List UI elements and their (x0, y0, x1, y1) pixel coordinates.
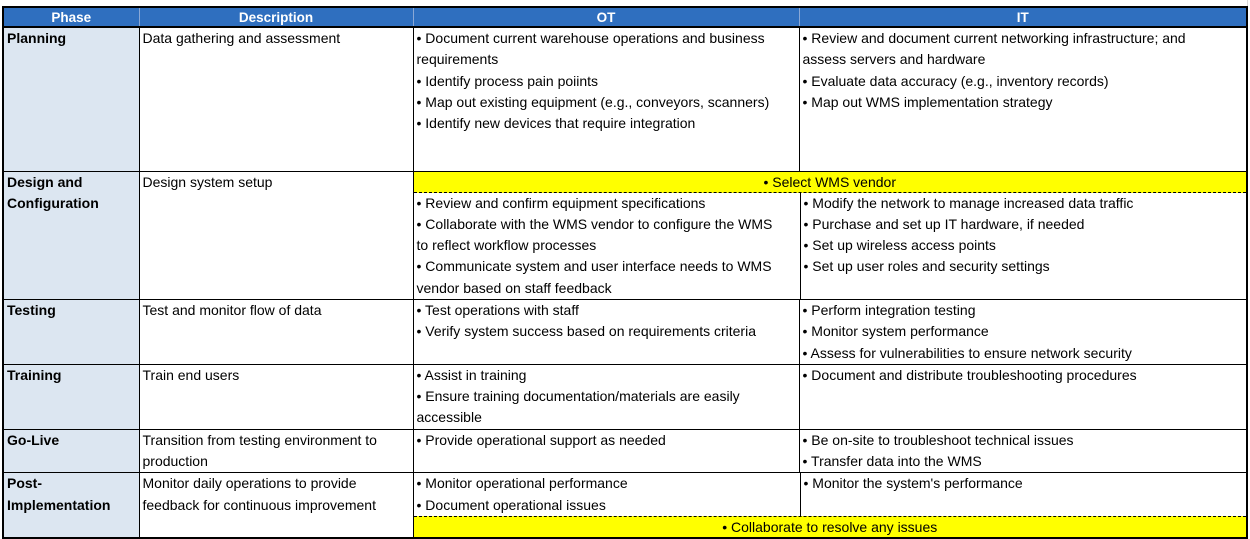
it-item: • Monitor the system's performance (803, 475, 1023, 492)
it-item: assess servers and hardware (802, 51, 986, 68)
table-row-planning (3, 27, 1247, 171)
it-cell[interactable] (799, 364, 1247, 429)
phase-label: Design and (7, 173, 83, 190)
description-text: Monitor daily operations to provide (142, 475, 357, 492)
description-text: feedback for continuous improvement (142, 496, 376, 513)
table-row-go-live (3, 429, 1247, 473)
ot-item: • Test operations with staff (416, 301, 579, 318)
it-item: • Monitor system performance (802, 323, 989, 340)
ot-cell[interactable] (413, 429, 799, 473)
ot-item: • Provide operational support as needed (416, 431, 666, 448)
description-text: Train end users (142, 366, 240, 383)
phase-label: Planning (7, 30, 67, 46)
header-it[interactable]: IT (799, 7, 1247, 27)
it-cell[interactable] (799, 27, 1247, 171)
description-cell[interactable] (139, 473, 413, 538)
ot-item: vendor based on staff feedback (416, 279, 612, 296)
it-item: • Transfer data into the WMS (802, 453, 982, 470)
phase-label: Testing (7, 301, 56, 318)
phase-label: Post- (7, 475, 42, 492)
wms-phase-table (2, 6, 1248, 539)
table-row-post-implementation (3, 473, 1247, 538)
ot-item: • Map out existing equipment (e.g., conveyors, scanners) (416, 93, 770, 110)
ot-cell[interactable] (413, 364, 799, 429)
ot-item: • Monitor operational performance (416, 475, 628, 492)
it-item: • Set up user roles and security settings (803, 258, 1050, 275)
it-cell[interactable] (799, 299, 1247, 364)
ot-item: • Ensure training documentation/materials are easily (416, 388, 740, 405)
description-text: Transition from testing environment to (142, 431, 377, 448)
table-row-design (3, 171, 1247, 299)
ot-item: requirements (416, 51, 499, 68)
it-item: • Modify the network to manage increased data traffic (803, 194, 1134, 211)
description-cell[interactable] (139, 429, 413, 473)
header-phase[interactable]: Phase (3, 7, 139, 27)
ot-item: • Communicate system and user interface needs to WMS (416, 258, 772, 275)
phase-label: Training (7, 366, 62, 383)
ot-item: • Document operational issues (416, 496, 606, 513)
it-item: • Set up wireless access points (803, 237, 996, 254)
it-item: • Review and document current networking infrastructure; and (802, 30, 1186, 46)
phase-cell[interactable] (3, 27, 139, 171)
it-subcell (801, 473, 1247, 516)
it-item: • Be on-site to troubleshoot technical issues (802, 431, 1074, 448)
header-ot[interactable]: OT (413, 7, 799, 27)
empty-line (804, 495, 1247, 516)
description-text: Data gathering and assessment (142, 30, 341, 46)
it-item: • Map out WMS implementation strategy (802, 93, 1053, 110)
it-cell[interactable] (799, 429, 1247, 473)
ot-item: • Assist in training (416, 366, 527, 383)
phase-label: Configuration (7, 194, 99, 211)
ot-item: to reflect workflow processes (416, 237, 597, 254)
ot-item: accessible (416, 409, 482, 426)
it-subcell (801, 193, 1247, 299)
ot-subcell (414, 193, 801, 299)
it-item: • Purchase and set up IT hardware, if needed (803, 215, 1085, 232)
description-text: Design system setup (142, 173, 273, 190)
description-cell[interactable] (139, 364, 413, 429)
header-row (3, 7, 1247, 27)
ot-it-cell[interactable] (413, 171, 1247, 299)
ot-cell[interactable] (413, 299, 799, 364)
it-item: • Assess for vulnerabilities to ensure network security (802, 344, 1132, 361)
phase-cell[interactable] (3, 429, 139, 473)
phase-label: Implementation (7, 496, 111, 513)
description-text: production (142, 453, 208, 470)
phase-cell[interactable] (3, 299, 139, 364)
description-cell[interactable] (139, 299, 413, 364)
phase-cell[interactable] (3, 364, 139, 429)
description-cell[interactable] (139, 27, 413, 171)
ot-it-cell[interactable] (413, 473, 1247, 538)
ot-item: • Identify process pain poiints (416, 72, 599, 89)
ot-item: • Review and confirm equipment specifications (416, 194, 706, 211)
shared-banner-collaborate: • Collaborate to resolve any issues (414, 516, 1247, 537)
table-row-training (3, 364, 1247, 429)
ot-item: • Document current warehouse operations and business (416, 30, 765, 46)
ot-item: • Identify new devices that require integration (416, 115, 696, 132)
ot-cell[interactable] (413, 27, 799, 171)
phase-cell[interactable] (3, 171, 139, 299)
ot-subcell (414, 473, 801, 516)
it-item: • Perform integration testing (802, 301, 976, 318)
it-item: • Evaluate data accuracy (e.g., inventory records) (802, 72, 1109, 89)
ot-item: • Collaborate with the WMS vendor to configure the WMS (416, 215, 773, 232)
phase-label: Go-Live (7, 431, 60, 448)
it-item: • Document and distribute troubleshooting procedures (802, 366, 1137, 383)
description-cell[interactable] (139, 171, 413, 299)
description-text: Test and monitor flow of data (142, 301, 322, 318)
table-row-testing (3, 299, 1247, 364)
ot-item: • Verify system success based on requirements criteria (416, 323, 756, 340)
phase-cell[interactable] (3, 473, 139, 538)
shared-banner-select-vendor: • Select WMS vendor (414, 172, 1247, 193)
header-description[interactable]: Description (139, 7, 413, 27)
